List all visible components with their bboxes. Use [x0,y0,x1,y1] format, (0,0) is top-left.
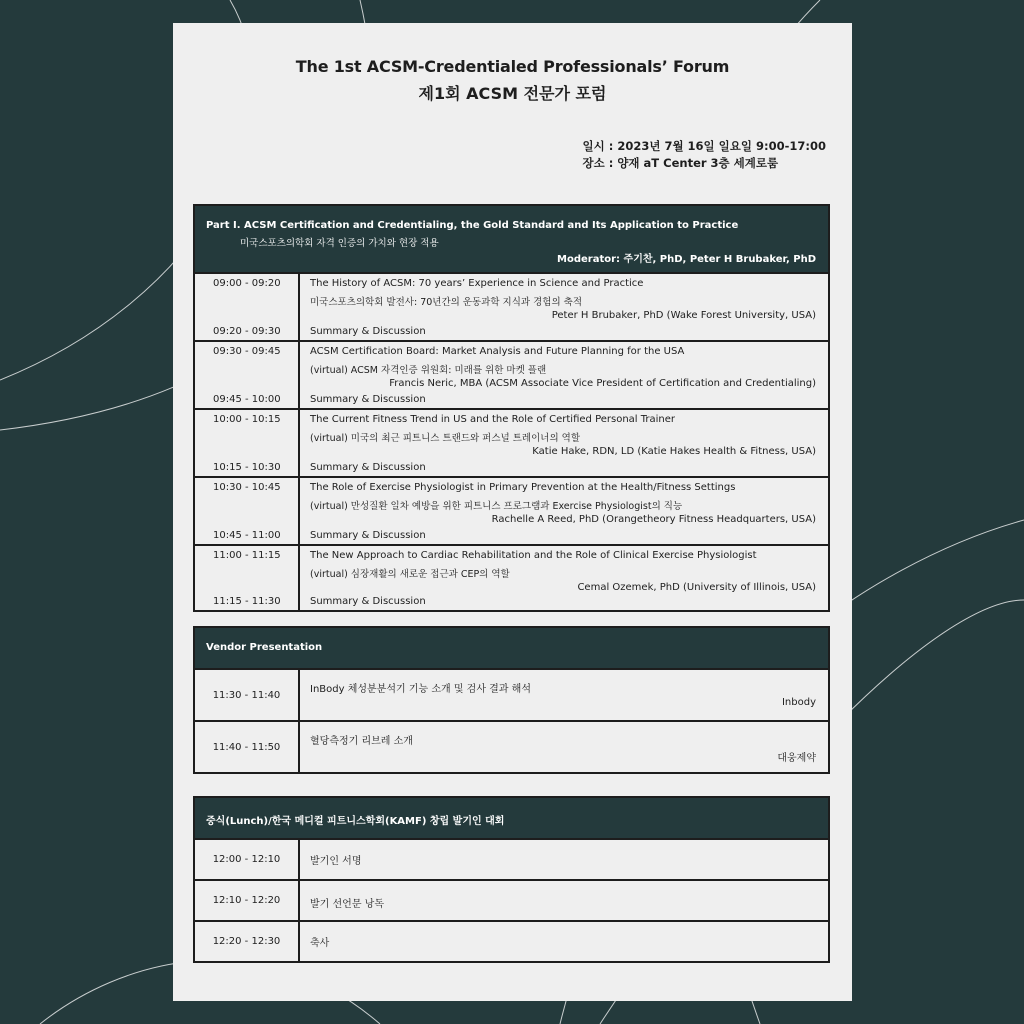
lunch-row [195,920,828,961]
session-title-korean: 미국스포츠의학회 발전사: 70년간의 운동과학 지식과 경험의 축적 [310,297,583,308]
session-row [195,340,828,408]
lunch-item-title: 발기 선언문 낭독 [310,899,384,910]
vendor-row [195,668,828,720]
session-title-korean: (virtual) 심장재활의 새로운 접근과 CEP의 역할 [310,569,510,580]
discussion-time: 09:20 - 09:30 [213,326,281,337]
session-time-cell [195,478,300,544]
event-info [583,138,827,172]
session-time-cell [195,274,300,340]
session-row [195,476,828,544]
session-title: The Role of Exercise Physiologist in Primary Prevention at the Health/Fitness Settings [310,482,736,493]
part1-moderator: Moderator: 주기찬, PhD, Peter H Brubaker, PhD [557,254,816,265]
session-discussion: Summary & Discussion [310,462,426,473]
session-time-cell [195,410,300,476]
part1-title: Part I. ACSM Certification and Credentialing, the Gold Standard and Its Application to Practice [206,220,739,231]
session-time-cell [195,546,300,610]
lunch-time: 12:20 - 12:30 [212,936,281,947]
vendor-header [195,628,828,668]
session-row [195,272,828,340]
session-speaker: Katie Hake, RDN, LD (Katie Hakes Health & Fitness, USA) [532,446,816,457]
session-speaker: Peter H Brubaker, PhD (Wake Forest University, USA) [551,310,816,321]
session-speaker: Rachelle A Reed, PhD (Orangetheory Fitness Headquarters, USA) [491,514,816,525]
part1-subtitle: 미국스포츠의학회 자격 인증의 가치와 현장 적용 [240,238,439,249]
vendor-presenter: Inbody [781,697,816,708]
session-discussion: Summary & Discussion [310,530,426,541]
session-discussion: Summary & Discussion [310,596,426,607]
session-info-cell [300,478,828,544]
vendor-title: InBody 체성분분석기 기능 소개 및 검사 결과 해석 [310,684,532,695]
session-title: ACSM Certification Board: Market Analysis and Future Planning for the USA [310,346,685,357]
session-row [195,408,828,476]
lunch-row [195,838,828,879]
part1-schedule-table [193,204,830,612]
session-start-time: 10:30 - 10:45 [213,482,281,493]
session-title-korean: (virtual) ACSM 자격인증 위원회: 미래를 위한 마켓 플랜 [310,365,547,376]
session-title: The New Approach to Cardiac Rehabilitation and the Role of Clinical Exercise Physiologist [310,550,757,561]
lunch-item-title: 발기인 서명 [310,856,362,867]
session-speaker: Cemal Ozemek, PhD (University of Illinois, USA) [577,582,816,593]
vendor-time: 11:40 - 11:50 [212,741,281,753]
session-start-time: 09:00 - 09:20 [213,278,281,289]
session-info-cell [300,410,828,476]
lunch-item-title: 축사 [310,938,330,949]
vendor-schedule-table [193,626,830,774]
vendor-time-cell [195,722,300,772]
vendor-title: 혈당측정기 리브레 소개 [310,736,413,747]
event-place: 장소 : 양재 aT Center 3층 세계로룸 [582,156,779,170]
discussion-time: 11:15 - 11:30 [213,596,281,607]
lunch-schedule-table [193,796,830,963]
page-title-english: The 1st ACSM-Credentialed Professionals’ Forum [295,57,730,76]
session-start-time: 10:00 - 10:15 [213,414,281,425]
lunch-time: 12:10 - 12:20 [212,895,281,906]
program-sheet [173,23,852,1001]
part1-header [195,206,828,272]
vendor-info-cell [300,722,828,772]
event-date: 일시 : 2023년 7월 16일 일요일 9:00-17:00 [582,139,826,153]
session-time-cell [195,342,300,408]
page-title-korean: 제1회 ACSM 전문가 포럼 [418,84,607,103]
session-title: The History of ACSM: 70 years’ Experience in Science and Practice [310,278,644,289]
session-start-time: 11:00 - 11:15 [213,550,281,561]
vendor-presenter: 대웅제약 [777,753,816,764]
session-discussion: Summary & Discussion [310,326,426,337]
lunch-info-cell [300,922,828,961]
vendor-time: 11:30 - 11:40 [212,689,281,701]
vendor-header-title: Vendor Presentation [206,642,323,653]
vendor-info-cell [300,670,828,720]
lunch-time-cell [195,922,300,961]
session-title-korean: (virtual) 만성질환 일차 예방을 위한 피트니스 프로그램과 Exercise Physiologist의 직능 [310,501,683,512]
discussion-time: 09:45 - 10:00 [213,394,281,405]
vendor-row [195,720,828,772]
session-info-cell [300,546,828,610]
lunch-info-cell [300,840,828,879]
session-row [195,544,828,610]
session-info-cell [300,342,828,408]
lunch-time: 12:00 - 12:10 [212,854,281,865]
session-start-time: 09:30 - 09:45 [213,346,281,357]
lunch-row [195,879,828,920]
session-info-cell [300,274,828,340]
lunch-time-cell [195,840,300,879]
discussion-time: 10:15 - 10:30 [213,462,281,473]
session-title: The Current Fitness Trend in US and the Role of Certified Personal Trainer [310,414,676,425]
lunch-info-cell [300,881,828,920]
lunch-header-title: 중식(Lunch)/한국 메디컬 피트니스학회(KAMF) 창립 발기인 대회 [206,816,505,827]
vendor-time-cell [195,670,300,720]
session-discussion: Summary & Discussion [310,394,426,405]
lunch-time-cell [195,881,300,920]
session-title-korean: (virtual) 미국의 최근 피트니스 트랜드와 퍼스널 트레이너의 역할 [310,433,580,444]
lunch-header [195,798,828,838]
discussion-time: 10:45 - 11:00 [213,530,281,541]
session-speaker: Francis Neric, MBA (ACSM Associate Vice President of Certification and Credentialing) [389,378,816,389]
